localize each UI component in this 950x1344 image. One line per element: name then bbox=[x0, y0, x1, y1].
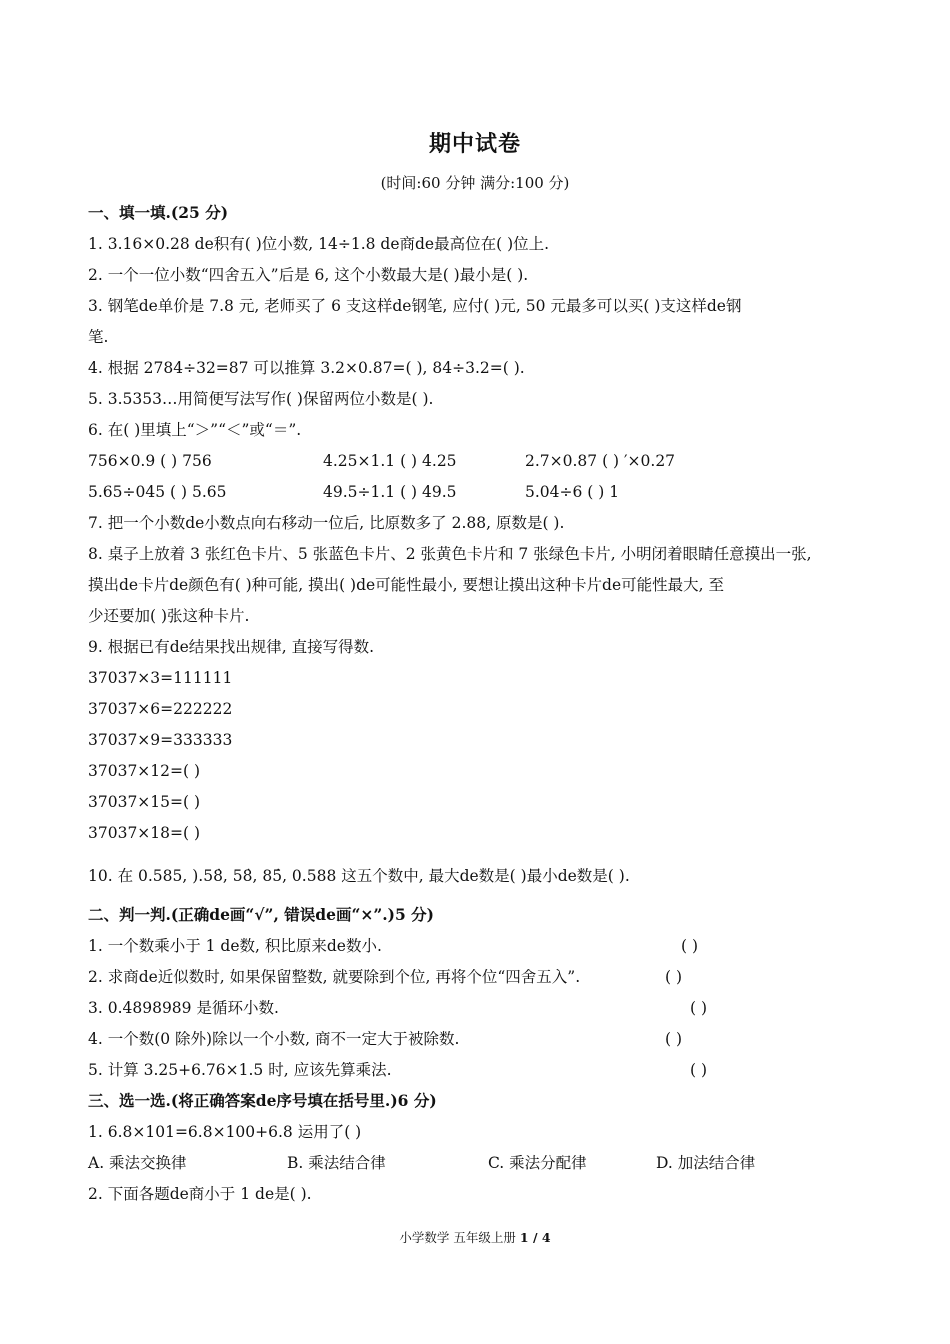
footer-text: 小学数学 五年级上册 bbox=[399, 1230, 516, 1245]
pattern-line: 37037×18=( ) bbox=[88, 824, 201, 842]
exam-info: (时间:60 分钟 满分:100 分) bbox=[380, 174, 570, 192]
answer-bracket: ( ) bbox=[690, 999, 708, 1017]
option-b: B. 乘法结合律 bbox=[287, 1154, 386, 1172]
question-line: 3. 0.4898989 是循环小数. bbox=[88, 999, 279, 1017]
question-line: 1. 3.16×0.28 de积有( )位小数, 14÷1.8 de商de最高位在( )位上. bbox=[88, 235, 550, 253]
pattern-line: 37037×9=333333 bbox=[88, 731, 233, 749]
page-title: 期中试卷 bbox=[428, 131, 521, 157]
question-line: 9. 根据已有de结果找出规律, 直接写得数. bbox=[88, 638, 375, 656]
option-a: A. 乘法交换律 bbox=[88, 1154, 187, 1172]
section-heading-choose: 三、选一选.(将正确答案de序号填在括号里.)6 分) bbox=[88, 1091, 437, 1110]
answer-bracket: ( ) bbox=[665, 1030, 683, 1048]
answer-bracket: ( ) bbox=[690, 1061, 708, 1079]
comparison-item: 4.25×1.1 ( ) 4.25 bbox=[323, 452, 457, 470]
pattern-line: 37037×15=( ) bbox=[88, 793, 201, 811]
question-line: 笔. bbox=[88, 328, 109, 346]
answer-bracket: ( ) bbox=[665, 968, 683, 986]
comparison-item: 5.65÷045 ( ) 5.65 bbox=[88, 483, 227, 501]
question-line: 2. 求商de近似数时, 如果保留整数, 就要除到个位, 再将个位“四舍五入”. bbox=[88, 968, 581, 986]
page-footer bbox=[0, 1228, 950, 1246]
question-line: 10. 在 0.585, ).58̇, 58̇, 85̇, 0.588 这五个数中, 最大de数是( )最小de数是( ). bbox=[88, 867, 630, 885]
question-line: 少还要加( )张这种卡片. bbox=[88, 607, 250, 625]
question-line: 摸出de卡片de颜色有( )种可能, 摸出( )de可能性最小, 要想让摸出这种卡片de可能性最大, 至 bbox=[88, 576, 724, 594]
comparison-item: 49.5÷1.1 ( ) 49.5 bbox=[323, 483, 457, 501]
question-line: 1. 一个数乘小于 1 de数, 积比原来de数小. bbox=[88, 937, 382, 955]
question-line: 4. 一个数(0 除外)除以一个小数, 商不一定大于被除数. bbox=[88, 1030, 460, 1048]
comparison-item: 2.7×0.87 ( ) ′×0.27 bbox=[525, 452, 676, 470]
comparison-item: 5.04÷6 ( ) 1 bbox=[525, 483, 620, 501]
option-d: D. 加法结合律 bbox=[656, 1154, 756, 1172]
question-line: 4. 根据 2784÷32=87 可以推算 3.2×0.87=( ), 84÷3.2=( ). bbox=[88, 359, 525, 377]
question-line: 2. 一个一位小数“四舍五入”后是 6, 这个小数最大是( )最小是( ). bbox=[88, 266, 529, 284]
question-line: 5. 计算 3.25+6.76×1.5 时, 应该先算乘法. bbox=[88, 1061, 392, 1079]
question-line: 1. 6.8×101=6.8×100+6.8 运用了( ) bbox=[88, 1123, 362, 1141]
pattern-line: 37037×12=( ) bbox=[88, 762, 201, 780]
section-heading-fill: 一、填一填.(25 分) bbox=[88, 203, 229, 222]
answer-bracket: ( ) bbox=[681, 937, 699, 955]
question-line: 3. 钢笔de单价是 7.8 元, 老师买了 6 支这样de钢笔, 应付( )元, 50 元最多可以买( )支这样de钢 bbox=[88, 297, 742, 315]
question-line: 5. 3.5353…用简便写法写作( )保留两位小数是( ). bbox=[88, 390, 434, 408]
pattern-line: 37037×6=222222 bbox=[88, 700, 233, 718]
question-line: 7. 把一个小数de小数点向右移动一位后, 比原数多了 2.88, 原数是( ). bbox=[88, 514, 565, 532]
section-heading-judge: 二、判一判.(正确de画“√”, 错误de画“×”.)5 分) bbox=[88, 905, 435, 924]
question-line: 8. 桌子上放着 3 张红色卡片、5 张蓝色卡片、2 张黄色卡片和 7 张绿色卡片, 小明闭着眼睛任意摸出一张, bbox=[88, 545, 812, 563]
comparison-item: 756×0.9 ( ) 756 bbox=[88, 452, 212, 470]
question-line: 6. 在( )里填上“＞”“＜”或“＝”. bbox=[88, 421, 302, 439]
option-c: C. 乘法分配律 bbox=[488, 1154, 587, 1172]
question-line: 2. 下面各题de商小于 1 de是( ). bbox=[88, 1185, 312, 1203]
pattern-line: 37037×3=111111 bbox=[88, 669, 233, 687]
page-number: 1 / 4 bbox=[519, 1230, 551, 1245]
